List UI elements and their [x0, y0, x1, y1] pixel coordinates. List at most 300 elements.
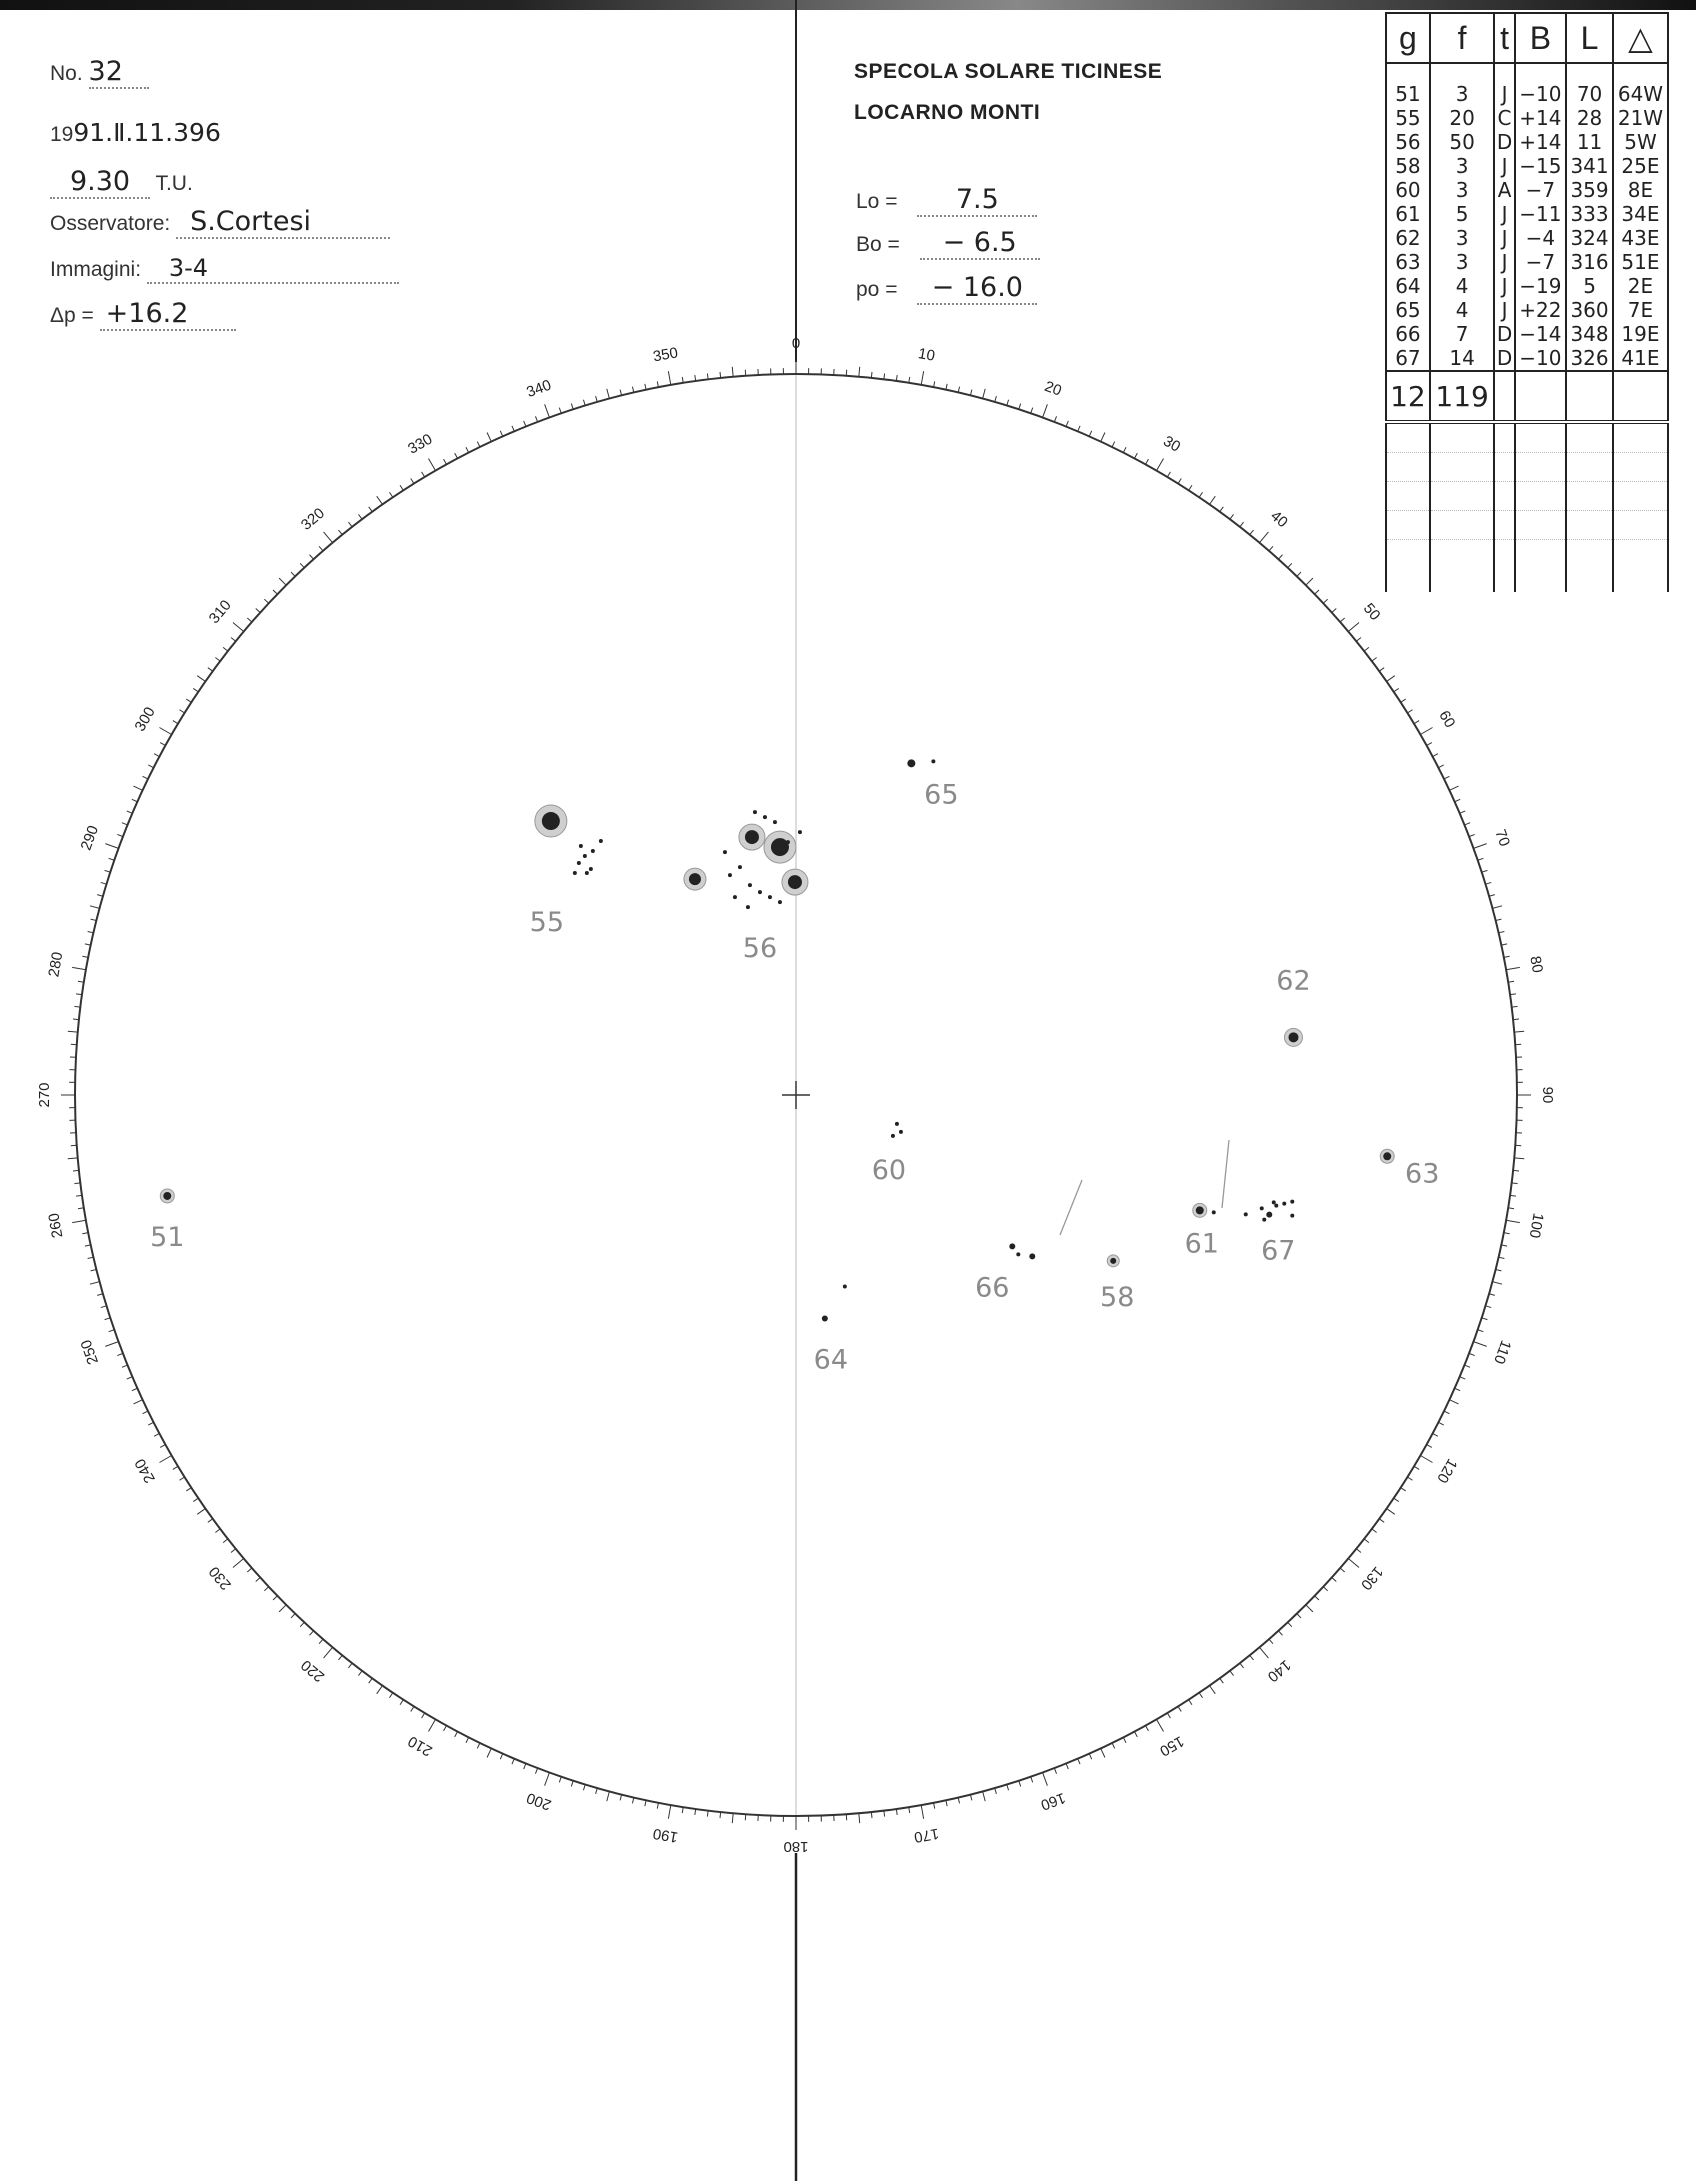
table-cell	[1386, 422, 1430, 453]
scale-tick	[1482, 870, 1488, 872]
scale-tick	[645, 1800, 646, 1806]
scale-tick	[324, 1647, 333, 1658]
scale-tick	[132, 1388, 137, 1390]
scale-tick	[72, 967, 86, 969]
table-cell	[1430, 482, 1495, 511]
scale-tick	[1394, 688, 1399, 691]
scale-tick	[1210, 1686, 1216, 1694]
table-cell: 58	[1386, 154, 1430, 178]
table-cell	[1566, 540, 1613, 593]
scale-label: 310	[205, 596, 235, 627]
table-row	[1386, 298, 1668, 322]
report-number-value: 32	[89, 56, 149, 89]
sunspot-umbra	[1262, 1218, 1266, 1222]
scale-tick	[132, 799, 137, 801]
table-cell: 41E	[1613, 346, 1668, 371]
scale-tick	[970, 390, 971, 396]
header-b: B	[1515, 13, 1566, 63]
scale-tick	[1157, 1719, 1164, 1731]
scale-tick	[233, 1558, 244, 1567]
scale-label: 10	[916, 345, 937, 365]
scale-tick	[620, 1795, 621, 1801]
param-lo-label: Lo =	[856, 190, 898, 213]
scale-tick	[133, 1400, 142, 1404]
scale-tick	[455, 1732, 458, 1737]
scale-tick	[1501, 944, 1507, 945]
scale-tick	[1474, 844, 1487, 849]
scale-tick	[871, 372, 872, 378]
scale-tick	[422, 1713, 425, 1718]
scale-tick	[1199, 492, 1202, 497]
scale-tick	[231, 637, 236, 641]
scale-tick	[68, 1031, 78, 1032]
scale-tick	[1323, 599, 1327, 603]
scale-tick	[1438, 765, 1443, 768]
scale-label: 280	[45, 950, 67, 979]
table-cell: 7E	[1613, 298, 1668, 322]
scale-tick	[1489, 1294, 1495, 1296]
scale-tick	[1089, 431, 1091, 436]
scale-tick	[256, 609, 260, 613]
scale-tick	[1427, 743, 1432, 746]
scale-tick	[466, 447, 469, 452]
scale-tick	[1444, 1411, 1449, 1414]
scale-tick	[231, 1549, 236, 1553]
table-cell: J	[1494, 226, 1514, 250]
table-cell: D	[1494, 322, 1514, 346]
scale-tick	[1506, 1220, 1520, 1222]
sunspot-umbra	[778, 900, 782, 904]
scale-tick	[983, 1791, 986, 1801]
scale-tick	[645, 384, 646, 390]
table-cell	[1613, 482, 1668, 511]
scale-tick	[101, 882, 107, 884]
table-cell: A	[1494, 178, 1514, 202]
scale-tick	[1269, 546, 1273, 551]
scale-tick	[1066, 1763, 1068, 1769]
table-cell: 5W	[1613, 130, 1668, 154]
table-cell	[1386, 482, 1430, 511]
group-label: 58	[1100, 1281, 1135, 1313]
header-g: g	[1386, 13, 1430, 63]
scale-tick	[117, 1353, 123, 1355]
scale-tick	[358, 514, 362, 519]
table-cell: 61	[1386, 202, 1430, 226]
scale-tick	[583, 400, 585, 406]
scale-tick	[160, 743, 165, 746]
table-cell: −10	[1515, 63, 1566, 106]
sunspot-umbra	[745, 830, 759, 844]
scale-tick	[1315, 590, 1319, 594]
scale-tick	[1078, 426, 1080, 432]
scale-tick	[1259, 532, 1268, 543]
group-label: 67	[1261, 1235, 1296, 1267]
scale-tick	[143, 776, 148, 779]
table-header-row	[1386, 13, 1668, 63]
scale-tick	[871, 1812, 872, 1818]
scale-tick	[377, 496, 383, 504]
group-label: 55	[529, 907, 565, 939]
scale-tick	[1043, 1773, 1048, 1786]
scale-tick	[958, 1798, 959, 1804]
scale-tick	[1210, 496, 1216, 504]
scale-tick	[122, 823, 128, 825]
scale-tick	[1269, 1639, 1273, 1644]
scale-tick	[983, 389, 986, 399]
group-label: 64	[813, 1344, 849, 1376]
scale-label: 120	[1433, 1455, 1461, 1486]
scale-tick	[82, 1233, 88, 1234]
param-lo-value: 7.5	[917, 184, 1037, 217]
scale-tick	[1288, 1622, 1292, 1626]
table-cell: 50	[1430, 130, 1495, 154]
scale-tick	[348, 522, 352, 527]
scale-tick	[524, 421, 526, 427]
scale-tick	[1112, 442, 1115, 447]
scale-tick	[1297, 1614, 1301, 1618]
table-cell: 348	[1566, 322, 1613, 346]
table-cell	[1386, 453, 1430, 482]
scale-tick	[545, 1773, 550, 1786]
scale-label: 270	[35, 1082, 53, 1108]
sunspot-umbra	[773, 820, 777, 824]
time-unit: T.U.	[155, 172, 193, 195]
table-cell	[1430, 511, 1495, 540]
sunspot-umbra	[931, 759, 935, 763]
table-cell: 4	[1430, 298, 1495, 322]
scale-tick	[1508, 1208, 1514, 1209]
scale-tick	[1420, 728, 1432, 735]
table-cell: 66	[1386, 322, 1430, 346]
scale-tick	[1455, 1388, 1460, 1390]
scale-tick	[545, 404, 550, 417]
scale-tick	[1054, 1768, 1056, 1774]
scale-tick	[300, 563, 304, 567]
table-cell	[1494, 482, 1514, 511]
scale-tick	[1449, 786, 1458, 790]
scale-tick	[1332, 609, 1336, 613]
scale-tick	[127, 1377, 133, 1379]
scale-tick	[1278, 1631, 1282, 1635]
sunspot-umbra	[1212, 1210, 1216, 1214]
table-cell: −14	[1515, 322, 1566, 346]
scale-tick	[1167, 472, 1170, 477]
table-cell: 3	[1430, 154, 1495, 178]
scale-tick	[247, 618, 252, 622]
scale-tick	[1464, 823, 1470, 825]
scale-tick	[1066, 421, 1068, 427]
table-cell	[1613, 511, 1668, 540]
group-label: 66	[975, 1272, 1010, 1304]
scale-tick	[921, 371, 923, 385]
table-row	[1386, 346, 1668, 371]
table-cell	[1566, 482, 1613, 511]
table-cell: 55	[1386, 106, 1430, 130]
scale-tick	[105, 844, 118, 849]
scale-tick	[273, 1596, 277, 1600]
table-cell	[1430, 422, 1495, 453]
table-cell: J	[1494, 274, 1514, 298]
table-cell	[1515, 371, 1566, 422]
scale-tick	[921, 1805, 923, 1819]
table-cell: 43E	[1613, 226, 1668, 250]
scale-tick	[477, 442, 480, 447]
scale-tick	[1499, 1257, 1505, 1258]
sunspot-umbra	[542, 812, 560, 830]
scale-tick	[657, 381, 658, 387]
table-cell: 316	[1566, 250, 1613, 274]
sunspot-umbra	[723, 850, 727, 854]
scale-tick	[946, 384, 947, 390]
scale-tick	[1178, 478, 1181, 483]
report-number-label: No.	[50, 62, 83, 85]
table-cell	[1566, 371, 1613, 422]
scale-label: 200	[524, 1788, 554, 1814]
table-row	[1386, 63, 1668, 106]
scale-tick	[1240, 522, 1244, 527]
scale-label: 30	[1160, 432, 1184, 456]
table-cell: 25E	[1613, 154, 1668, 178]
scale-tick	[348, 1663, 352, 1668]
scale-tick	[377, 1686, 383, 1694]
scale-tick	[1178, 1706, 1181, 1711]
scale-tick	[429, 458, 436, 470]
table-cell: 326	[1566, 346, 1613, 371]
scale-tick	[300, 1622, 304, 1626]
sunspot-umbra	[1029, 1253, 1035, 1259]
scale-tick	[487, 1748, 491, 1757]
scale-tick	[596, 396, 598, 402]
table-cell	[1613, 453, 1668, 482]
scale-label: 330	[405, 430, 436, 458]
sunspot-umbra	[579, 844, 583, 848]
param-bo-label: Bo =	[856, 233, 900, 256]
scale-tick	[159, 1456, 171, 1463]
scale-tick	[127, 811, 133, 813]
scale-tick	[264, 599, 268, 603]
scale-label: 60	[1435, 707, 1459, 731]
param-bo-value: − 6.5	[920, 227, 1040, 260]
scale-label: 160	[1038, 1788, 1068, 1814]
table-row	[1386, 274, 1668, 298]
table-cell: 64W	[1613, 63, 1668, 106]
scale-tick	[179, 1477, 184, 1480]
table-cell: D	[1494, 130, 1514, 154]
scale-label: 150	[1156, 1732, 1187, 1760]
sunspot-umbra	[798, 830, 802, 834]
scale-label: 20	[1042, 377, 1064, 400]
scale-tick	[97, 1294, 103, 1296]
table-blank-row	[1386, 482, 1668, 511]
scale-tick	[1513, 1019, 1519, 1020]
scale-tick	[1449, 1400, 1458, 1404]
scale-tick	[1420, 1456, 1432, 1463]
scale-tick	[607, 389, 610, 399]
scale-tick	[429, 1719, 436, 1731]
scale-tick	[1240, 1663, 1244, 1668]
sunspot-umbra	[163, 1192, 171, 1200]
scale-tick	[1394, 1498, 1399, 1501]
scale-tick	[1019, 1781, 1021, 1787]
table-cell: 5	[1566, 274, 1613, 298]
scale-tick	[1514, 1158, 1524, 1159]
table-cell: J	[1494, 154, 1514, 178]
scale-tick	[215, 1529, 220, 1533]
sunspot-umbra	[753, 810, 757, 814]
scale-tick	[173, 721, 178, 724]
table-row	[1386, 154, 1668, 178]
scale-label: 0	[791, 334, 801, 352]
table-cell	[1494, 511, 1514, 540]
sunspot-umbra	[748, 883, 752, 887]
scale-tick	[946, 1800, 947, 1806]
scale-tick	[1167, 1713, 1170, 1718]
scale-tick	[1464, 1365, 1470, 1367]
scale-tick	[1401, 699, 1406, 702]
institution-name: SPECOLA SOLARE TICINESE	[854, 60, 1163, 83]
table-cell: +14	[1515, 130, 1566, 154]
table-cell: 51	[1386, 63, 1430, 106]
scale-tick	[193, 688, 198, 691]
table-cell: 7	[1430, 322, 1495, 346]
sunspot-umbra	[1282, 1202, 1286, 1206]
sunspot-umbra	[1266, 1212, 1272, 1218]
scale-tick	[1220, 1678, 1224, 1683]
group-separator-lines	[1060, 1140, 1229, 1235]
table-cell: 67	[1386, 346, 1430, 371]
scale-tick	[279, 578, 286, 585]
scale-tick	[143, 1411, 148, 1414]
scale-tick	[310, 1631, 314, 1635]
scale-tick	[1433, 754, 1438, 757]
scale-tick	[319, 546, 323, 551]
scale-tick	[1433, 1433, 1438, 1436]
scale-label: 260	[45, 1211, 67, 1240]
scale-tick	[1101, 1748, 1105, 1757]
observer-value: S.Cortesi	[176, 206, 390, 239]
table-cell: J	[1494, 298, 1514, 322]
group-label: 65	[924, 779, 959, 811]
table-cell	[1566, 511, 1613, 540]
scale-label: 100	[1525, 1211, 1547, 1240]
sunspot-umbra	[786, 840, 790, 844]
table-cell: 11	[1566, 130, 1613, 154]
scale-tick	[1230, 514, 1234, 519]
table-cell: 63	[1386, 250, 1430, 274]
table-cell: 341	[1566, 154, 1613, 178]
scale-tick	[179, 710, 184, 713]
scale-tick	[400, 1700, 403, 1705]
scale-tick	[78, 1208, 84, 1209]
scale-tick	[215, 657, 220, 661]
table-cell	[1613, 540, 1668, 593]
sunspot-umbra	[589, 867, 593, 871]
time-value: 9.30	[50, 166, 150, 199]
scale-tick	[197, 676, 205, 682]
table-cell: 34E	[1613, 202, 1668, 226]
sunspot-umbra	[591, 849, 595, 853]
scale-tick	[233, 623, 244, 632]
scale-tick	[1340, 1568, 1345, 1572]
table-cell: 65	[1386, 298, 1430, 322]
sunspot-umbra	[1290, 1200, 1294, 1204]
scale-tick	[512, 426, 514, 432]
table-row	[1386, 178, 1668, 202]
scale-label: 220	[297, 1656, 328, 1686]
sunspot-umbra	[822, 1316, 828, 1322]
scale-tick	[73, 1170, 79, 1171]
header-l: L	[1566, 13, 1613, 63]
institution-location: LOCARNO MONTI	[854, 101, 1041, 124]
date-value: 91.Ⅱ.11.396	[73, 118, 221, 147]
scale-tick	[607, 1791, 610, 1801]
table-cell: +22	[1515, 298, 1566, 322]
scale-tick	[1482, 1318, 1488, 1320]
scale-tick	[264, 1587, 268, 1591]
scale-tick	[995, 1788, 997, 1794]
scale-tick	[1513, 1170, 1519, 1171]
scale-tick	[186, 1488, 191, 1491]
table-cell: 4	[1430, 274, 1495, 298]
scale-label: 70	[1491, 827, 1514, 849]
scale-tick	[1379, 1519, 1384, 1523]
scale-tick	[1492, 1282, 1502, 1285]
scale-tick	[559, 408, 561, 414]
scale-tick	[1407, 1477, 1412, 1480]
scale-label: 340	[524, 376, 554, 402]
scale-tick	[411, 1706, 414, 1711]
scale-tick	[369, 1678, 373, 1683]
scale-tick	[1508, 981, 1514, 982]
scale-tick	[97, 895, 103, 897]
table-cell: 56	[1386, 130, 1430, 154]
table-cell	[1494, 422, 1514, 453]
scale-tick	[477, 1743, 480, 1748]
scale-tick	[319, 1639, 323, 1644]
table-cell: 14	[1430, 346, 1495, 371]
scale-tick	[909, 1807, 910, 1813]
total-groups: 12	[1386, 371, 1430, 422]
scale-tick	[1323, 1587, 1327, 1591]
table-cell	[1566, 422, 1613, 453]
scale-tick	[1019, 404, 1021, 410]
table-cell	[1515, 540, 1566, 593]
table-cell: 51E	[1613, 250, 1668, 274]
scale-tick	[208, 1519, 213, 1523]
scale-tick	[1134, 1732, 1137, 1737]
scale-tick	[422, 472, 425, 477]
table-cell: +14	[1515, 106, 1566, 130]
scale-tick	[859, 367, 860, 377]
scale-tick	[101, 1306, 107, 1308]
scale-label: 130	[1357, 1563, 1387, 1594]
scale-tick	[1460, 1377, 1466, 1379]
scale-tick	[1157, 458, 1164, 470]
scale-tick	[1478, 858, 1484, 860]
scale-tick	[1489, 895, 1495, 897]
scale-tick	[958, 387, 959, 393]
table-cell: −15	[1515, 154, 1566, 178]
table-tail-row	[1386, 540, 1668, 593]
scale-tick	[223, 1539, 228, 1543]
sunspot-umbra	[1244, 1212, 1248, 1216]
table-cell: 70	[1566, 63, 1613, 106]
scale-tick	[223, 647, 228, 651]
delta-p-label: Δp =	[50, 304, 94, 327]
scale-tick	[1356, 637, 1361, 641]
scale-tick	[1230, 1671, 1234, 1676]
scale-tick	[193, 1498, 198, 1501]
